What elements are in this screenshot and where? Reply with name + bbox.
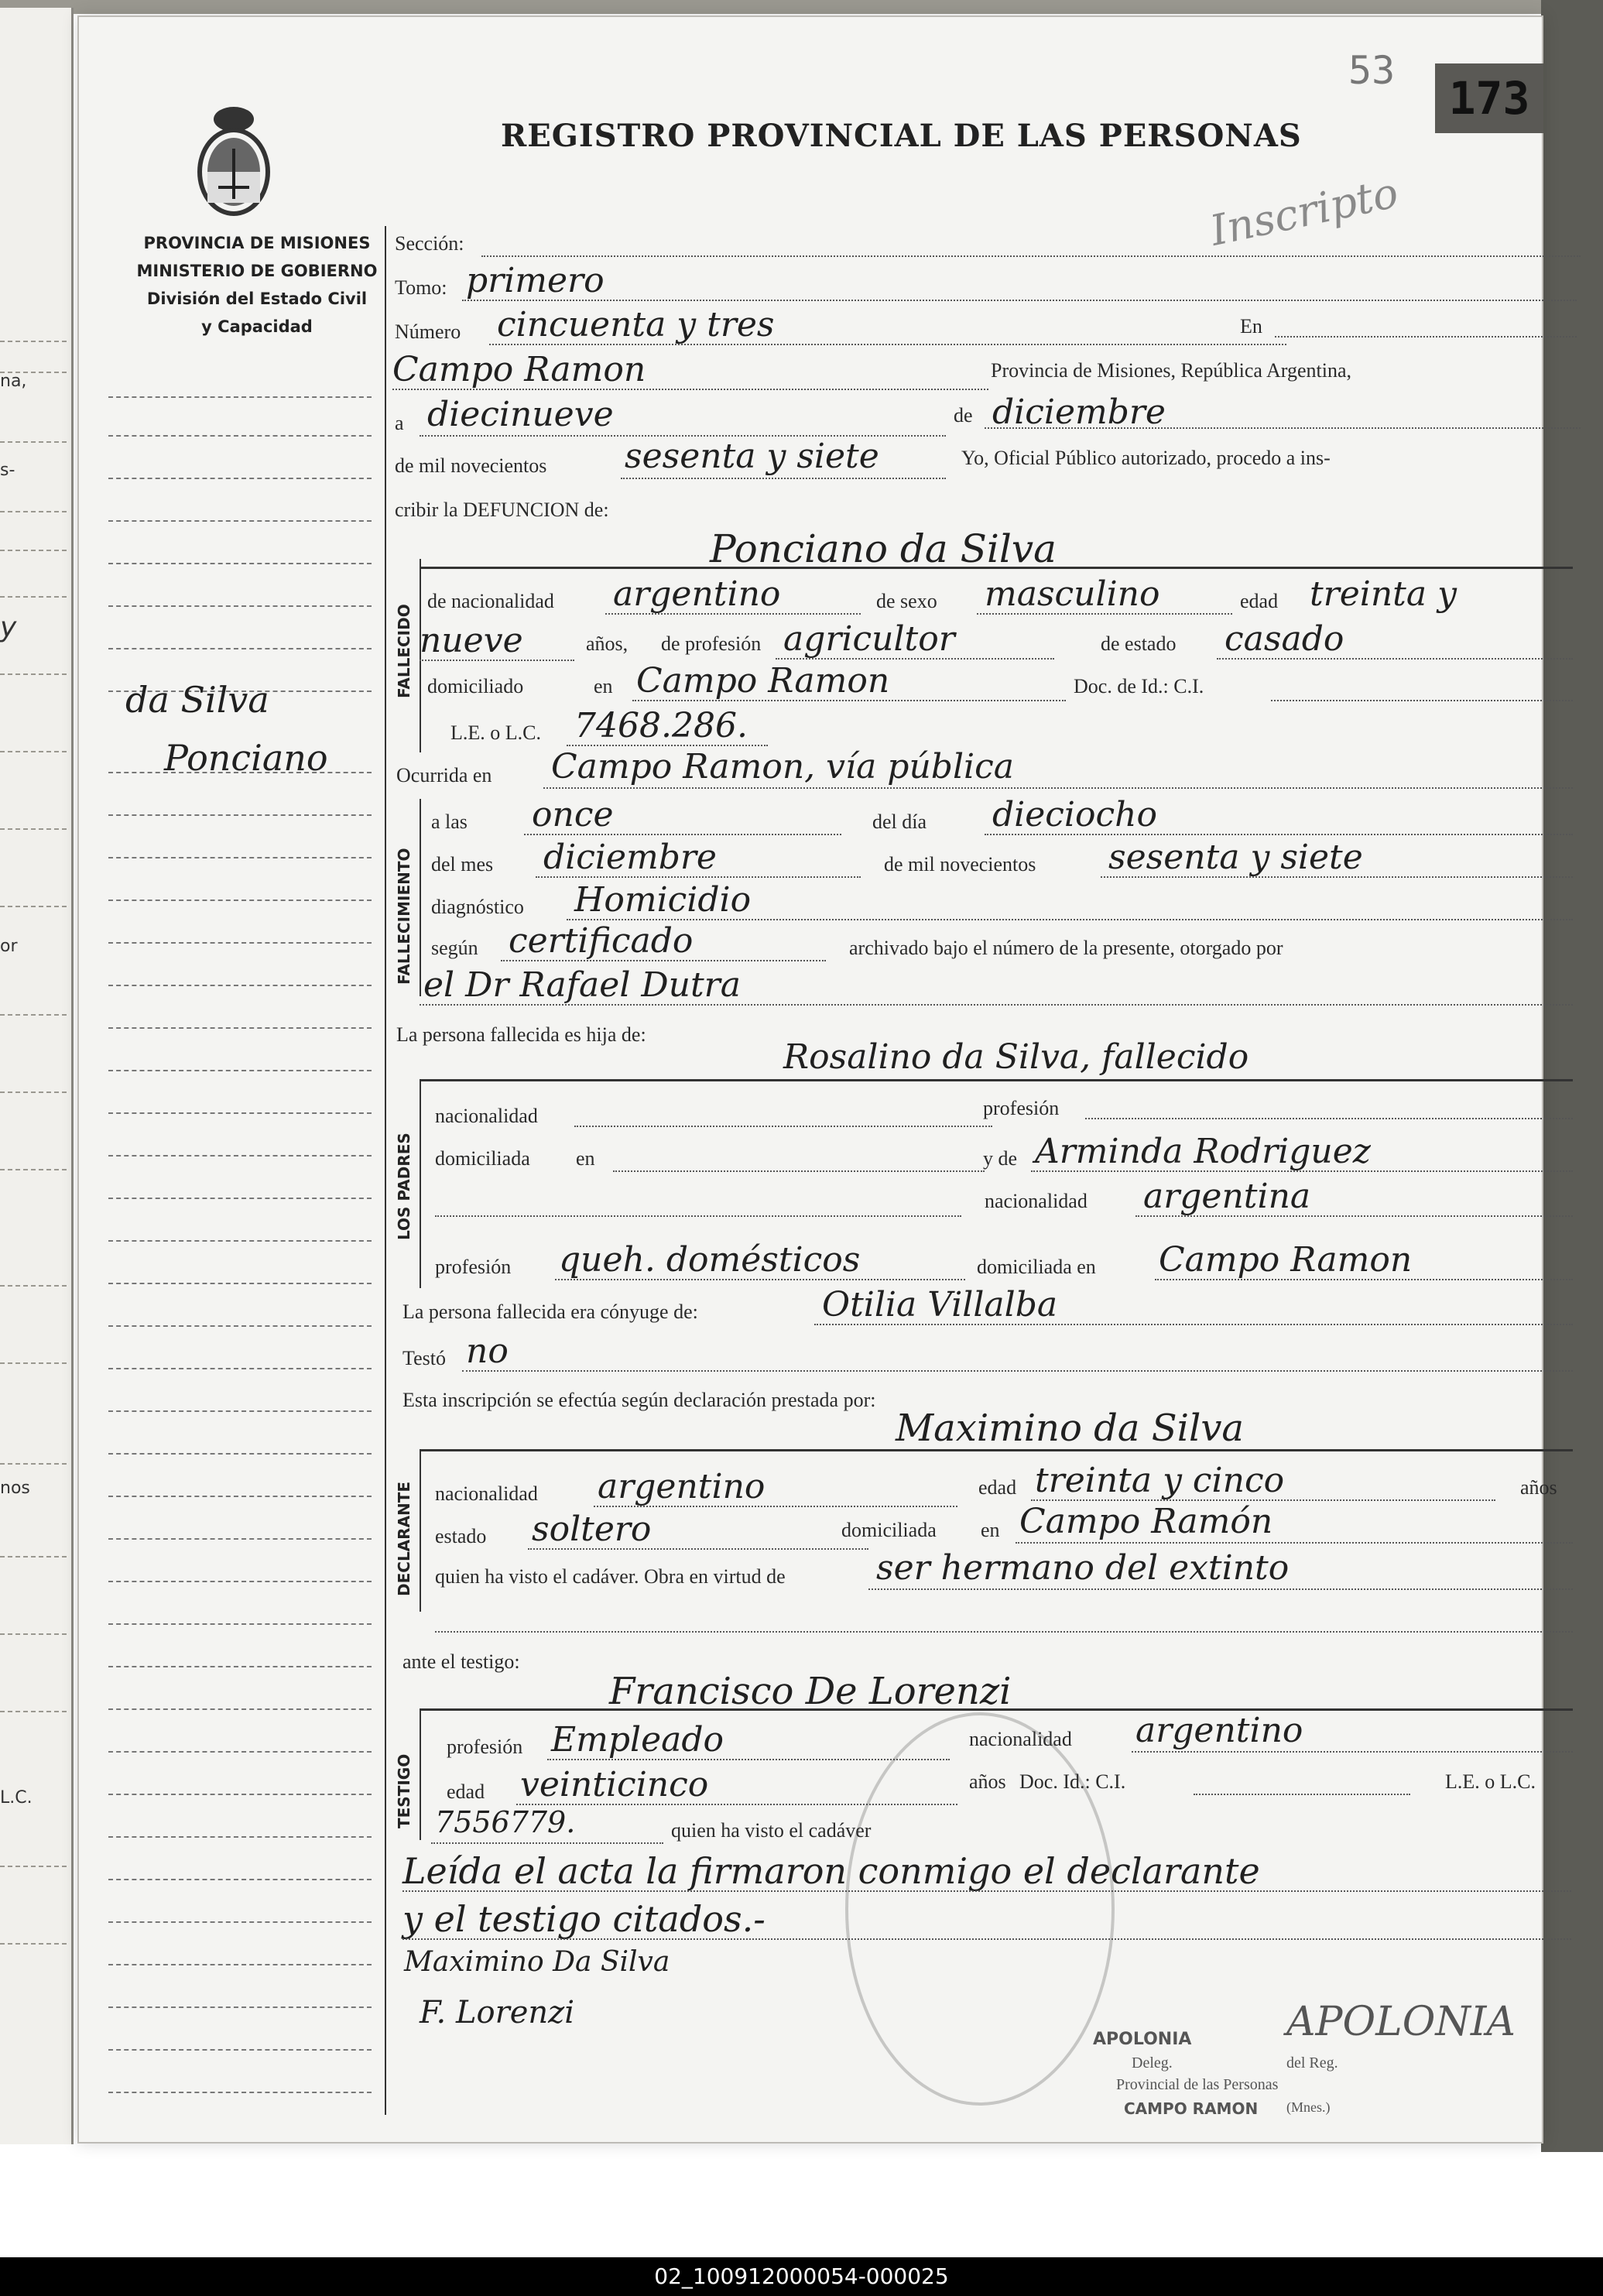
hora-label: a las	[431, 810, 468, 833]
section-fallecimiento: FALLECIMIENTO	[395, 848, 413, 985]
estado-value: casado	[1225, 619, 1344, 659]
fallecimiento-anio-label: de mil novecientos	[884, 853, 1036, 876]
doc-id-label: Doc. de Id.: C.I.	[1074, 675, 1204, 697]
previous-page	[0, 8, 74, 2144]
tomo-label: Tomo:	[395, 276, 447, 299]
testigo-profesion-value: Empleado	[551, 1720, 724, 1760]
sexo-label: de sexo	[876, 590, 937, 612]
declarant-signature: Maximino Da Silva	[404, 1946, 670, 1978]
closing-line-2: y el testigo citados.-	[402, 1898, 766, 1940]
inscribed-stamp: Inscripto	[1206, 168, 1403, 255]
left-page-fragment: L.C.	[0, 1788, 33, 1808]
tomo-value: primero	[466, 261, 605, 300]
page-number-pencil: 53	[1348, 48, 1396, 93]
ocurrida-value: Campo Ramon, vía pública	[551, 747, 1014, 786]
dia-label: del día	[872, 810, 927, 833]
nacionalidad-value: argentino	[613, 574, 781, 614]
testigo-anios-label: años	[969, 1770, 1006, 1793]
declarante-nacionalidad-label: nacionalidad	[435, 1482, 538, 1505]
madre-domicilio-value: Campo Ramon	[1159, 1240, 1413, 1280]
office-province: PROVINCIA DE MISIONES	[143, 234, 371, 252]
numero-value: cincuenta y tres	[497, 305, 775, 344]
book-binding-top	[0, 0, 1603, 14]
official-stamp-line4: CAMPO RAMON	[1124, 2099, 1259, 2118]
testigo-le-value: 7556779.	[435, 1805, 576, 1839]
office-capacity: y Capacidad	[201, 317, 313, 336]
madre-label: y de	[983, 1147, 1018, 1170]
hora-value: once	[532, 795, 614, 834]
official-signature: APOLONIA	[1286, 1999, 1516, 2045]
testigo-name: Francisco De Lorenzi	[609, 1670, 1012, 1713]
madre-domiciliada-label: domiciliada en	[977, 1256, 1096, 1278]
dia-value: dieciocho	[992, 795, 1157, 834]
domiciliado-label: domiciliado	[427, 675, 524, 697]
testo-label: Testó	[402, 1347, 446, 1369]
conyuge-value: Otilia Villalba	[822, 1285, 1058, 1324]
segun-value: certificado	[509, 921, 694, 961]
testigo-edad-label: edad	[447, 1780, 485, 1803]
segun-label: según	[431, 937, 478, 959]
padre-en-label: en	[576, 1147, 595, 1170]
folio-stamp: 173	[1435, 63, 1543, 133]
left-page-fragment: nos	[0, 1479, 30, 1498]
testigo-profesion-label: profesión	[447, 1736, 523, 1758]
section-testigo: TESTIGO	[395, 1753, 413, 1828]
testigo-doc-label: Doc. Id.: C.I.	[1019, 1770, 1126, 1793]
domicilio-value: Campo Ramon	[636, 661, 890, 701]
padre-value: Rosalino da Silva, fallecido	[783, 1037, 1249, 1077]
argentina-coat-of-arms-icon	[187, 102, 280, 218]
madre-profesion-label: profesión	[435, 1256, 512, 1278]
en-label: En	[1240, 315, 1262, 338]
conyuge-label: La persona fallecida era cónyuge de:	[402, 1300, 698, 1323]
witness-signature: F. Lorenzi	[420, 1995, 575, 2030]
declarante-edad-value: treinta y cinco	[1035, 1461, 1285, 1500]
official-round-stamp	[845, 1712, 1115, 2106]
declarante-domiciliada-label: domiciliada	[841, 1519, 937, 1541]
profesion-value: agricultor	[783, 619, 955, 659]
official-stamp-line3: Provincial de las Personas	[1116, 2076, 1279, 2093]
diagnostico-label: diagnóstico	[431, 896, 524, 918]
book-edge-right	[1541, 0, 1603, 2152]
left-page-fragment: y	[0, 612, 17, 643]
testigo-nacionalidad-value: argentino	[1135, 1711, 1303, 1750]
declarante-name: Maximino da Silva	[896, 1407, 1245, 1450]
official-stamp-name: APOLONIA	[1093, 2030, 1192, 2049]
madre-nacionalidad-label: nacionalidad	[985, 1190, 1088, 1212]
section-padres: LOS PADRES	[395, 1133, 413, 1240]
section-declarante: DECLARANTE	[395, 1481, 413, 1596]
anios-label: años,	[586, 632, 629, 655]
sexo-value: masculino	[985, 574, 1160, 614]
diagnostico-value: Homicidio	[574, 880, 752, 920]
estado-label: de estado	[1101, 632, 1177, 655]
mil-novecientos-label: de mil novecientos	[395, 454, 547, 477]
closing-line-1: Leída el acta la firmaron conmigo el declarante	[402, 1850, 1260, 1892]
padre-nacionalidad-label: nacionalidad	[435, 1105, 538, 1127]
year-value: sesenta y siete	[625, 437, 879, 476]
nacionalidad-label: de nacionalidad	[427, 590, 554, 612]
madre-profesion-value: queh. domésticos	[559, 1240, 861, 1280]
inscribir-label: cribir la DEFUNCION de:	[395, 499, 609, 521]
declarante-estado-label: estado	[435, 1525, 487, 1547]
declarante-anios-label: años	[1520, 1476, 1557, 1499]
testigo-le-label: L.E. o L.C.	[1445, 1770, 1536, 1793]
margin-note-given-name: Ponciano	[164, 737, 328, 779]
page-title: REGISTRO PROVINCIAL DE LAS PERSONAS	[501, 118, 1302, 154]
profesion-label: de profesión	[661, 632, 762, 655]
testigo-nacionalidad-label: nacionalidad	[969, 1728, 1072, 1750]
archivado-label: archivado bajo el número de la presente, otorgado por	[849, 937, 1283, 959]
place-value: Campo Ramon	[392, 350, 646, 389]
domiciliado-en-label: en	[594, 675, 613, 697]
death-certificate-page	[77, 15, 1557, 2144]
office-ministry: MINISTERIO DE GOBIERNO	[136, 262, 378, 280]
provincia-label: Provincia de Misiones, República Argentina,	[991, 359, 1351, 382]
official-stamp-line2: del Reg.	[1286, 2054, 1338, 2072]
left-page-fragment: s-	[0, 461, 15, 480]
official-stamp-line5: (Mnes.)	[1286, 2099, 1331, 2115]
declarante-domicilio-value: Campo Ramón	[1019, 1502, 1273, 1541]
madre-value: Arminda Rodriguez	[1035, 1132, 1371, 1171]
oficial-label: Yo, Oficial Público autorizado, procedo a ins-	[961, 447, 1331, 469]
testigo-ante-label: ante el testigo:	[402, 1650, 520, 1673]
padre-profesion-label: profesión	[983, 1097, 1060, 1119]
edad-value-2: nueve	[420, 621, 523, 660]
declarante-visto-label: quien ha visto el cadáver. Obra en virtud de	[435, 1565, 786, 1588]
numero-label: Número	[395, 320, 461, 343]
left-page-fragment: na,	[0, 372, 27, 391]
medico-value: el Dr Rafael Dutra	[423, 965, 741, 1005]
month-value: diciembre	[992, 392, 1166, 432]
a-label: a	[395, 412, 404, 434]
mes-label: del mes	[431, 853, 494, 876]
declarante-intro-label: Esta inscripción se efectúa según declaración prestada por:	[402, 1389, 876, 1411]
hija-label: La persona fallecida es hija de:	[396, 1023, 646, 1046]
ocurrida-label: Ocurrida en	[396, 764, 492, 786]
declarante-edad-label: edad	[978, 1476, 1017, 1499]
padre-domiciliada-label: domiciliada	[435, 1147, 530, 1170]
margin-note-surname: da Silva	[125, 679, 269, 721]
testigo-visto-label: quien ha visto el cadáver	[671, 1819, 872, 1842]
left-page-fragment: or	[0, 937, 18, 956]
edad-value-1: treinta y	[1310, 574, 1457, 614]
office-division: División del Estado Civil	[146, 290, 368, 308]
de-label: de	[954, 404, 973, 427]
edad-label: edad	[1240, 590, 1279, 612]
official-stamp-line1: Deleg.	[1132, 2054, 1173, 2072]
deceased-name: Ponciano da Silva	[710, 526, 1057, 571]
section-fallecido: FALLECIDO	[395, 604, 413, 698]
testigo-edad-value: veinticinco	[520, 1765, 709, 1804]
day-value: diecinueve	[427, 395, 614, 434]
mes-value: diciembre	[543, 838, 717, 877]
testo-value: no	[466, 1331, 509, 1371]
declarante-virtud-value: ser hermano del extinto	[876, 1548, 1290, 1588]
fallecimiento-anio-value: sesenta y siete	[1108, 838, 1363, 877]
seccion-label: Sección:	[395, 232, 464, 255]
madre-nacionalidad-value: argentina	[1143, 1177, 1311, 1216]
declarante-estado-value: soltero	[532, 1510, 652, 1549]
declarante-en-label: en	[981, 1519, 1000, 1541]
le-lc-value: 7468.286.	[574, 706, 748, 745]
declarante-nacionalidad-value: argentino	[598, 1467, 766, 1506]
image-id-footer: 02_100912000054-000025	[0, 2257, 1603, 2296]
le-lc-label: L.E. o L.C.	[450, 721, 541, 744]
